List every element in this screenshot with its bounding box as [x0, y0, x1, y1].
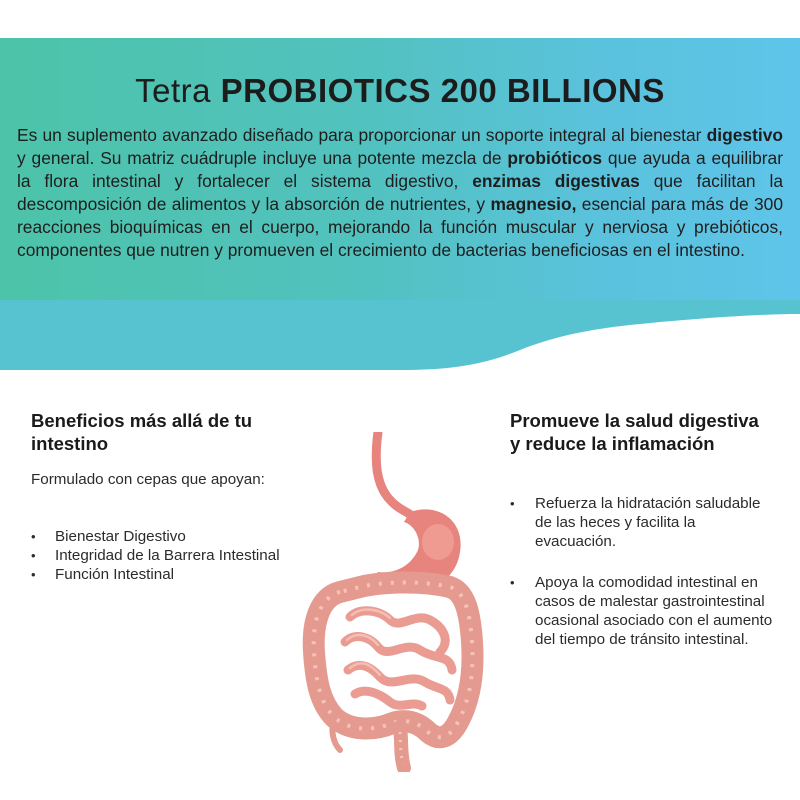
list-item: • Apoya la comodidad intestinal en casos de malestar gastrointestinal ocasional asociado con el aumento del tiempo de tránsito intestinal. [510, 573, 780, 649]
highlight-term: magnesio, [490, 194, 577, 214]
benefits-intro: Formulado con cepas que apoyan: [31, 471, 265, 488]
product-title [0, 72, 800, 110]
product-description [17, 124, 783, 262]
highlight-term: digestivo [706, 125, 783, 145]
highlight-term: enzimas digestivas [472, 171, 640, 191]
hero-curve-divider [0, 300, 800, 380]
description-segment: que facilitan la descomposición de alimentos y la absorción de nutrientes, y [17, 171, 783, 214]
list-item: • Integridad de la Barrera Intestinal [31, 546, 281, 565]
gut-health-heading: Promueve la salud digestiva y reduce la inflamación [510, 410, 759, 454]
description-segment: que ayuda a equilibrar la flora intestinal y fortalecer el sistema digestivo, [17, 148, 784, 191]
digestive-system-icon [300, 432, 490, 772]
benefits-list [31, 527, 281, 584]
description-segment: y general. Su matriz cuádruple incluye una potente mezcla de [17, 148, 508, 168]
gut-health-list [510, 494, 780, 671]
list-item: • Bienestar Digestivo [31, 527, 281, 546]
list-item: • Función Intestinal [31, 565, 281, 584]
list-item: • Refuerza la hidratación saludable de las heces y facilita la evacuación. [510, 494, 780, 551]
benefits-heading: Beneficios más allá de tu intestino [31, 410, 253, 454]
description-segment: esencial para más de 300 reacciones bioquímicas en el cuerpo, mejorando la función muscular y nerviosa y prebióticos, componentes que nutren y promueven el crecimiento de bacterias beneficiosas en el intestino. [17, 194, 783, 260]
product-title-prefix: Tetra [135, 72, 211, 109]
description-segment: Es un suplemento avanzado diseñado para proporcionar un soporte integral al bienestar [17, 125, 707, 145]
product-title-main: PROBIOTICS 200 BILLIONS [220, 72, 665, 109]
highlight-term: probióticos [507, 148, 603, 168]
